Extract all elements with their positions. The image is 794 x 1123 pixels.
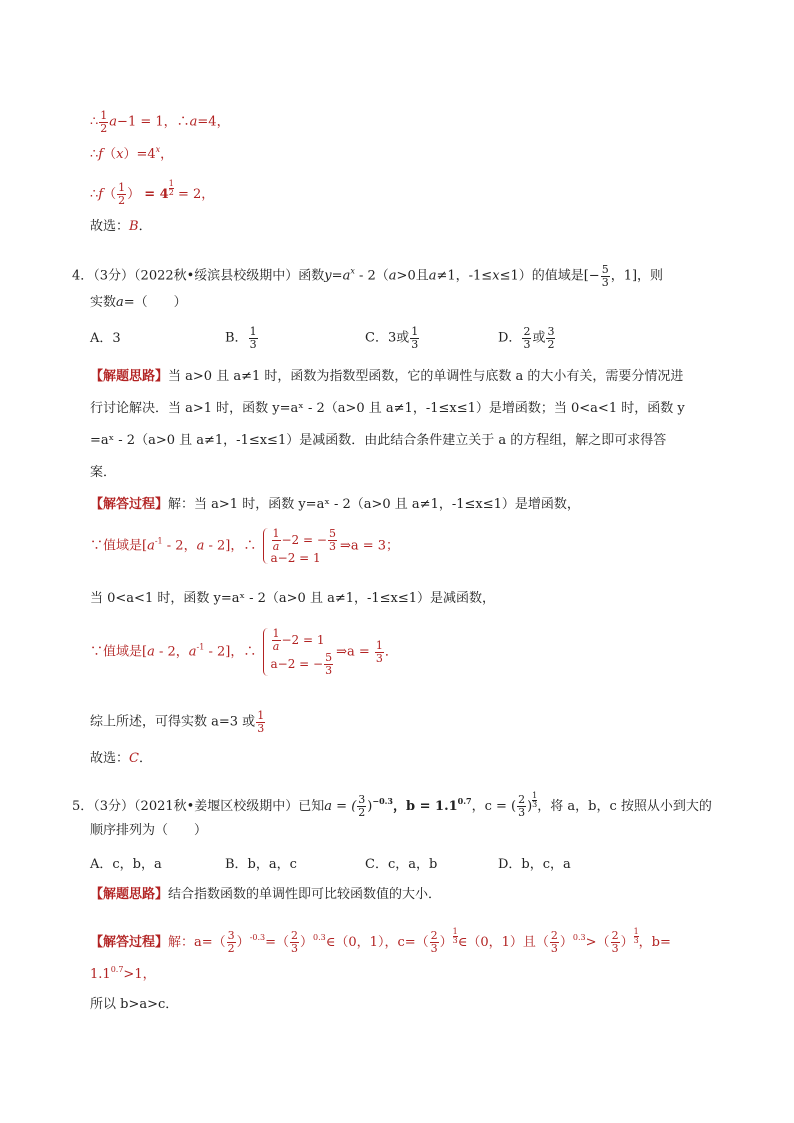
q4-case2-system: $\frac{1}{a}$ −2 = 1 a−2 = − $\frac{5}{3}$ bbox=[263, 628, 335, 676]
q4-answer: 故选：C． bbox=[90, 751, 152, 766]
q5-option-d: D．b，c，a bbox=[498, 857, 571, 872]
q4-case1: ∵值域是[$a^{-1} - 2$，a - 2]，∴ $\frac{1}{a}$ −2 = − $\frac{5}{3}$ a−2 = 1 ⇒a = 3； bbox=[90, 527, 400, 566]
q5-conclusion: 所以 b>a>c． bbox=[90, 997, 179, 1012]
q5-think: 【解题思路】结合指数函数的单调性即可比较函数值的大小． bbox=[90, 887, 442, 902]
q4-stem-line2: 实数a=（ ） bbox=[90, 295, 187, 310]
q4-option-b: B． $\frac{1}{3}$ bbox=[225, 325, 257, 351]
prev-answer: 故选：B． bbox=[90, 219, 152, 234]
q5-stem-line2: 顺序排列为（ ） bbox=[90, 823, 208, 838]
q5-option-a: A．c，b，a bbox=[90, 857, 162, 872]
prev-line-2: $\therefore f(x)=4^x$， bbox=[90, 145, 174, 162]
q4-option-d: D． $\frac{2}{3}$ 或 $\frac{3}{2}$ bbox=[498, 325, 555, 351]
q4-option-c: C．3或 $\frac{1}{3}$ bbox=[365, 325, 419, 351]
q5-option-c: C．c，a，b bbox=[365, 857, 438, 872]
q5-solve-2: $1.1^{0.7}>1$， bbox=[90, 965, 156, 982]
q4-stem: 4．（3分）（2022秋•绥滨县校级期中）函数$y=a^x - 2(a>0$且a≠1，-1≤x≤1）的值域是[− $\frac{5}{3}$ ，1]，则 bbox=[72, 263, 664, 289]
q4-think-2: 行讨论解决．当 a>1 时，函数 y=aˣ - 2（a>0 且 a≠1，-1≤x≤1）是增函数；当 0<a<1 时，函数 y bbox=[90, 401, 685, 416]
q4-case1-system: $\frac{1}{a}$ −2 = − $\frac{5}{3}$ a−2 = 1 bbox=[263, 528, 338, 564]
q4-option-a: A．3 bbox=[90, 331, 121, 346]
q4-think-1: 【解题思路】当 a>0 且 a≠1 时，函数为指数型函数，它的单调性与底数 a 的大小有关，需要分情况进 bbox=[90, 369, 684, 384]
q4-case2: 当 0<a<1 时，函数 y=aˣ - 2（a>0 且 a≠1，-1≤x≤1）是减函数， bbox=[90, 591, 496, 606]
q4-think-4: 案． bbox=[90, 465, 117, 480]
q5-stem: 5．（3分）（2021秋•姜堰区校级期中）已知a = ( $\frac{3}{2}$ )$^{-0.3}$，$b = 1.1^{0.7}$，c = ( $\frac{2}{3}$ ) $^{\frac{1}{3}}$ ，将 a，b，c 按照从小到大的 bbox=[72, 791, 712, 819]
q4-think-3: =aˣ - 2（a>0 且 a≠1，-1≤x≤1）是减函数．由此结合条件建立关于 a 的方程组，解之即可求得答 bbox=[90, 433, 667, 448]
q5-solve-1: 【解答过程】解：a=（ $\frac{3}{2}$ ）$^{-0.3}$=（ $\frac{2}{3}$ ）$^{0.3}$∈（0，1），c=（ $\frac{2}{3}$ ） $^{\frac{1}{3}}$ ∈（0，1）且（ $\frac{2}{3}$ ）$^{0.3}$>（ $\frac{2}{3}$ ） $^{\frac{1}{3}}$ ，b= bbox=[90, 927, 671, 955]
q4-case2-calc: ∵值域是[a - 2，$a^{-1} - 2$]，∴ $\frac{1}{a}$ −2 = 1 a−2 = − $\frac{5}{3}$ ⇒a = $\frac{1}{3}$ ． bbox=[90, 627, 398, 677]
prev-line-3: ∴f（ $\frac{1}{2}$ ） = 4 $^{\frac{1}{2}}$ = 2， bbox=[90, 179, 215, 207]
prev-line-1: ∴ $\frac{1}{2}$ a−1 = 1，∴a=4， bbox=[90, 109, 230, 135]
q4-solve-1: 【解答过程】解：当 a>1 时，函数 y=aˣ - 2（a>0 且 a≠1，-1≤x≤1）是增函数， bbox=[90, 497, 580, 512]
q4-conclusion: 综上所述，可得实数 a=3 或 $\frac{1}{3}$ bbox=[90, 709, 265, 735]
q5-option-b: B．b，a，c bbox=[225, 857, 297, 872]
